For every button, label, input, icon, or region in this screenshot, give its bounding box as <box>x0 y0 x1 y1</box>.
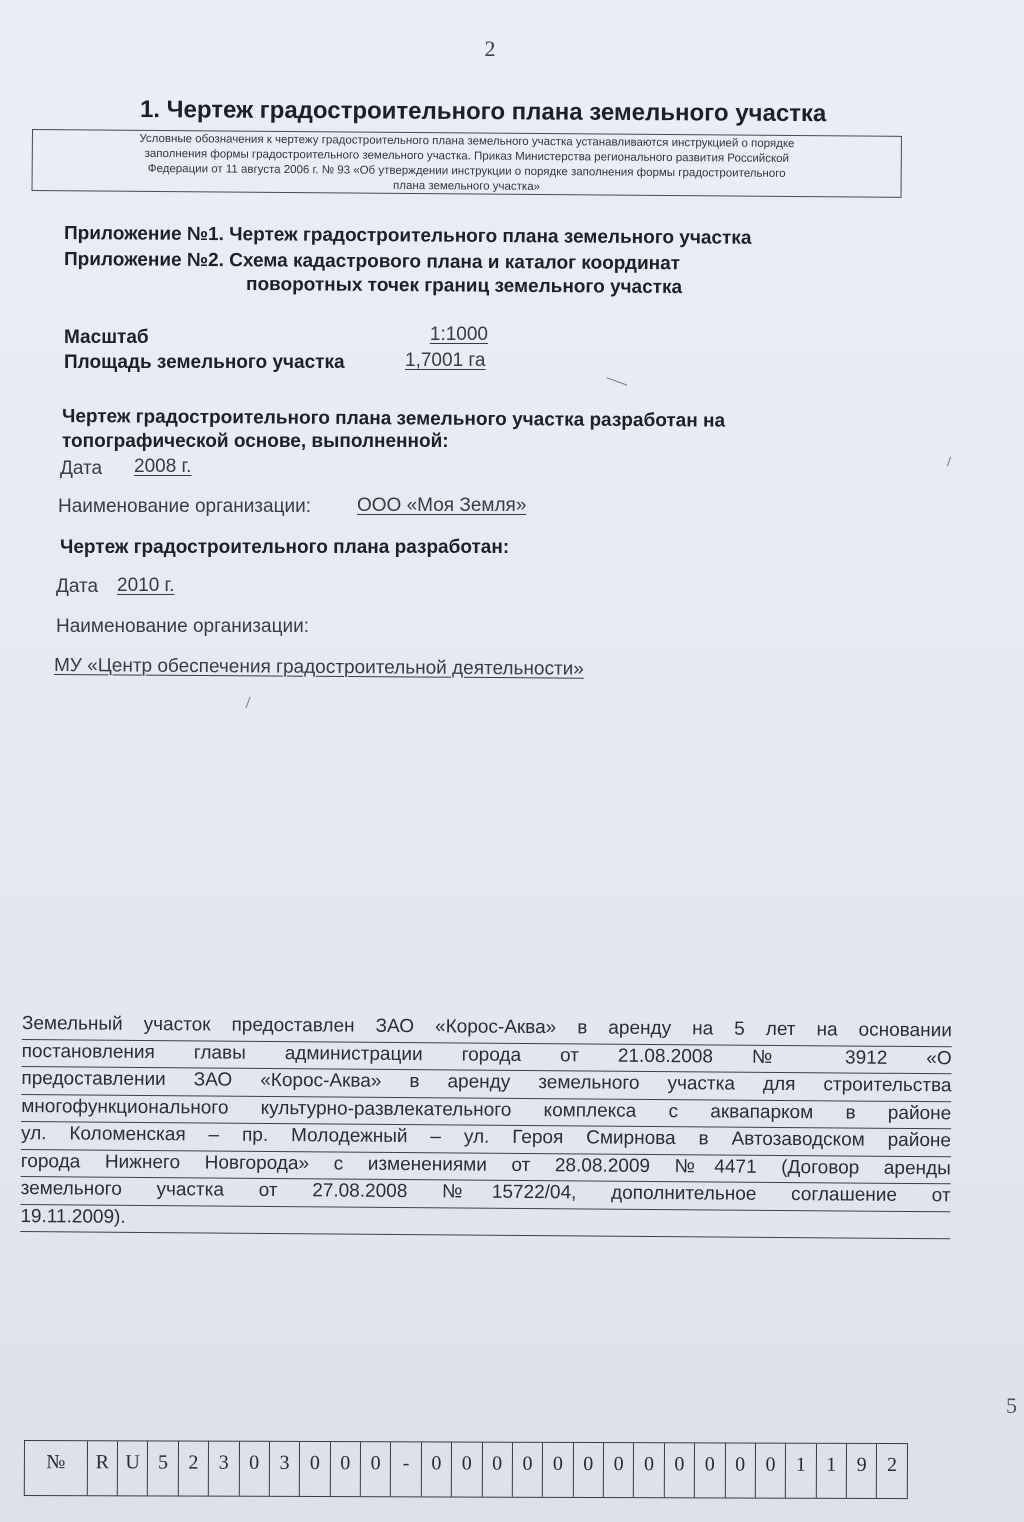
main-heading: 1. Чертеж градостроительного плана земельного участка <box>139 96 827 128</box>
registration-number-grid <box>24 1440 908 1499</box>
reg-cell-number-sign: № <box>25 1441 88 1495</box>
topo-date-label: Дата <box>60 458 103 479</box>
land-grant-line: ул. Коломенская – пр. Молодежный – ул. Героя Смирнова в Автозаводском районе <box>21 1122 951 1157</box>
reg-cell: 1 <box>786 1444 817 1498</box>
reg-cell: 0 <box>239 1442 270 1496</box>
reg-cell: 0 <box>422 1442 453 1496</box>
legend-note-line: Условные обозначения к чертежу градостроительного плана земельного участка устанавливаются инструкцией о порядке <box>139 132 795 150</box>
reg-cell: 0 <box>482 1443 513 1497</box>
scale-value: 1:1000 <box>429 324 488 345</box>
reg-cell: U <box>118 1441 149 1495</box>
reg-cell: 5 <box>148 1441 179 1495</box>
stray-mark <box>245 697 250 709</box>
margin-mark: 5 <box>1006 1393 1017 1418</box>
reg-cell: 0 <box>574 1443 605 1497</box>
reg-cell: R <box>88 1441 119 1495</box>
legend-note-line: плана земельного участка» <box>393 179 541 193</box>
plan-date-value: 2010 г. <box>117 575 175 596</box>
reg-cell: 3 <box>209 1442 240 1496</box>
topo-heading-line1: Чертеж градостроительного плана земельного участка разработан на <box>61 406 726 432</box>
area-label: Площадь земельного участка <box>64 352 345 373</box>
plan-developed-heading: Чертеж градостроительного плана разработан: <box>60 537 510 558</box>
land-grant-paragraph <box>20 1012 952 1239</box>
appendix-2-line2: поворотных точек границ земельного участка <box>245 274 683 299</box>
land-grant-line: постановления главы администрации города от 21.08.2008 № 3912 «О <box>22 1039 952 1074</box>
reg-cell: 2 <box>877 1444 908 1498</box>
reg-cell: - <box>391 1442 422 1496</box>
legend-note-box <box>32 129 902 198</box>
land-grant-line: 19.11.2009). <box>20 1204 950 1239</box>
topo-org-value: ООО «Моя Земля» <box>357 495 527 516</box>
reg-cell: 0 <box>513 1443 544 1497</box>
page-number: 2 <box>484 36 496 61</box>
land-grant-line: многофункционального культурно-развлекательного комплекса с аквапарком в районе <box>21 1094 951 1129</box>
appendix-1: Приложение №1. Чертеж градостроительного плана земельного участка <box>63 223 752 249</box>
reg-cell: 0 <box>725 1443 756 1497</box>
reg-cell: 0 <box>331 1442 362 1496</box>
plan-org-value: МУ «Центр обеспечения градостроительной деятельности» <box>53 655 584 680</box>
scale-label: Масштаб <box>64 327 149 348</box>
land-grant-line: Земельный участок предоставлен ЗАО «Корос-Аква» в аренду на 5 лет на основании <box>22 1012 952 1047</box>
reg-cell: 1 <box>817 1444 848 1498</box>
reg-cell: 0 <box>543 1443 574 1497</box>
land-grant-line: предоставлении ЗАО «Корос-Аква» в аренду земельного участка для строительства <box>21 1067 951 1102</box>
reg-cell: 3 <box>270 1442 301 1496</box>
appendix-2-line1: Приложение №2. Схема кадастрового плана и каталог координат <box>63 249 681 275</box>
reg-cell: 0 <box>604 1443 635 1497</box>
area-value: 1,7001 га <box>405 350 486 371</box>
plan-date-label: Дата <box>56 576 99 597</box>
stray-mark <box>947 457 951 467</box>
reg-cell: 0 <box>756 1444 787 1498</box>
topo-org-label: Наименование организации: <box>58 496 311 517</box>
land-grant-line: города Нижнего Новгорода» с изменениями от 28.08.2009 №4471 (Договор аренды <box>21 1149 951 1184</box>
reg-cell: 9 <box>847 1444 878 1498</box>
reg-cell: 0 <box>695 1443 726 1497</box>
reg-cell: 0 <box>452 1442 483 1496</box>
stray-mark <box>606 377 627 385</box>
plan-org-label: Наименование организации: <box>56 616 309 637</box>
legend-note-line: заполнения формы градостроительного земельного участка. Приказ Министерства регионального развития Российской <box>144 147 790 165</box>
reg-cell: 0 <box>634 1443 665 1497</box>
reg-cell: 0 <box>665 1443 696 1497</box>
reg-cell: 0 <box>361 1442 392 1496</box>
legend-note-line: Федерации от 11 августа 2006 г. № 93 «Об утверждении инструкции о порядке заполнения формы градостроительного <box>147 162 786 180</box>
reg-cell: 0 <box>300 1442 331 1496</box>
land-grant-line: земельного участка от 27.08.2008 №15722/04, дополнительное соглашение от <box>20 1177 950 1212</box>
topo-date-value: 2008 г. <box>134 456 192 477</box>
topo-heading-line2: топографической основе, выполненной: <box>62 431 449 452</box>
reg-cell: 2 <box>179 1442 210 1496</box>
